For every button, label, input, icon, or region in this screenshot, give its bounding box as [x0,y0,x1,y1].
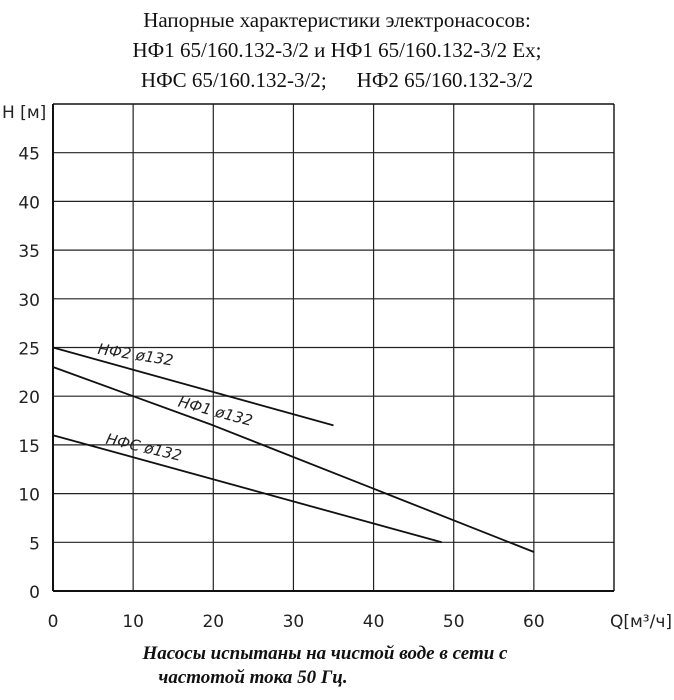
x-tick-label-0: 0 [47,612,59,632]
y-tick-label-25: 25 [18,339,40,360]
y-tick-label-35: 35 [18,242,40,263]
chart-title-line-1: Напорные характеристики электронасосов: [143,8,531,32]
chart-title-line-2: НФ1 65/160.132-3/2 и НФ1 65/160.132-3/2 Ex; [132,38,542,62]
y-tick-label-15: 15 [18,436,40,457]
y-tick-label-0: 0 [29,583,40,603]
x-axis-label: Q[м³/ч] [609,612,672,632]
y-tick-labels [18,145,40,603]
x-tick-label-60: 60 [523,612,545,632]
x-tick-labels [48,612,545,632]
curve-labels [96,340,254,465]
y-tick-label-20: 20 [18,388,40,409]
y-tick-label-10: 10 [18,485,40,506]
curve-label-2: НФ1 ø132 [176,392,255,430]
x-tick-label-30: 30 [282,612,305,632]
series-line-3 [53,435,442,542]
y-tick-label-40: 40 [18,193,40,214]
y-tick-label-30: 30 [18,290,40,311]
x-tick-label-10: 10 [122,612,144,632]
y-axis-label: Н [м] [2,103,47,123]
footnote-line-1: Насосы испытаны на чистой воде в сети с [142,643,508,664]
y-tick-label-45: 45 [18,144,40,165]
x-tick-label-40: 40 [362,612,385,632]
y-tick-label-5: 5 [29,534,40,555]
x-tick-label-50: 50 [442,612,465,632]
chart-title-nfs-model: НФС 65/160.132-3/2; [140,68,327,92]
chart-title-nf2-model: НФ2 65/160.132-3/2 [356,68,534,92]
curve-label-1: НФ2 ø132 [96,339,175,370]
curve-label-3: НФС ø132 [104,429,184,465]
footnote-line-2: частотой тока 50 Гц. [158,667,348,688]
x-tick-label-20: 20 [202,612,225,632]
